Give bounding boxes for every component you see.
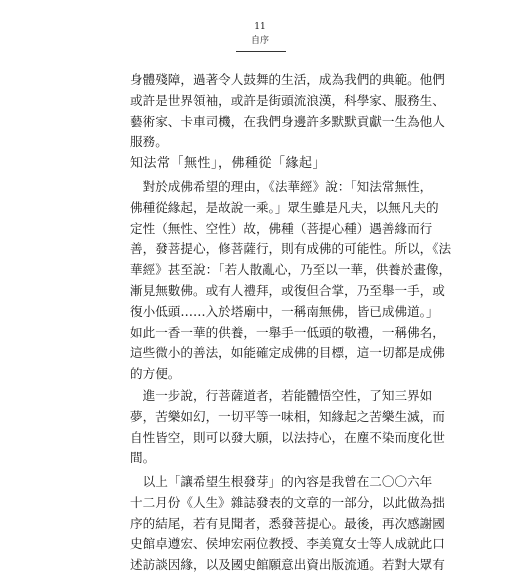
section-heading: 知法常「無性」，佛種從「緣起」 — [130, 156, 327, 171]
page-number: 11 — [254, 22, 266, 32]
text-line: 華經》甚至說：「若人散亂心，乃至以一華，供養於畫像， — [130, 262, 452, 278]
text-line: 身體殘障，過著令人鼓舞的生活，成為我們的典範。他們 — [130, 72, 445, 87]
text-line: 定性（無性、空性）故，佛種（菩提心種）遇善緣而行 — [130, 220, 433, 236]
text-line: 這些微小的善法，如能確定成佛的目標，這一切都是成佛 — [130, 345, 445, 361]
text-line: 復小低頭……入於塔廟中，一稱南無佛，皆已成佛道。」 — [130, 303, 439, 319]
text-line: 十二月份《人生》雜誌發表的文章的一部分，以此做為拙 — [130, 494, 445, 510]
text-line: 夢，苦樂如幻，一切平等一味相，知緣起之苦樂生滅，而 — [130, 408, 445, 424]
paragraph-3 — [130, 472, 445, 576]
text-line: 如此一香一華的供養，一舉手一低頭的敬禮，一稱佛名， — [130, 324, 445, 340]
running-head: 自序 — [250, 36, 269, 46]
intro-paragraph — [130, 70, 445, 153]
text-line: 服務。 — [130, 134, 168, 150]
text-line: 序的結尾，若有見聞者，悉發菩提心。最後，再次感謝國 — [130, 515, 445, 531]
text-line: 的方便。 — [130, 366, 181, 382]
paragraph-2 — [130, 386, 445, 469]
text-line: 進一步說，行菩薩道者，若能體悟空性，了知三界如 — [142, 388, 433, 403]
text-line: 史館卓遵宏、侯坤宏兩位教授、李美寬女士等人成就此口 — [130, 536, 445, 552]
paragraph-1 — [130, 177, 452, 385]
text-line: 佛種從緣起，是故說一乘。」眾生雖是凡夫，以無凡夫的 — [130, 199, 439, 215]
text-line: 以上「讓希望生根發芽」的內容是我曾在二〇〇六年 — [142, 474, 433, 489]
text-line: 或許是世界領袖，或許是街頭流浪漢，科學家、服務生、 — [130, 92, 445, 108]
text-line: 自性皆空，則可以發大願，以法持心，在塵不染而度化世 — [130, 429, 445, 445]
header-rule — [236, 51, 286, 52]
text-line: 對於成佛希望的理由，《法華經》說：「知法常無性， — [142, 179, 433, 194]
text-line: 述訪談因緣，以及國史館願意出資出版流通。若對大眾有 — [130, 557, 445, 573]
text-line: 間。 — [130, 450, 156, 466]
text-line: 善，發菩提心，修菩薩行，則有成佛的可能性。所以，《法 — [130, 241, 452, 257]
text-line: 藝術家、卡車司機，在我們身邊許多默默貢獻一生為他人 — [130, 113, 445, 129]
text-line: 漸見無數佛。或有人禮拜，或復但合掌，乃至舉一手，或 — [130, 282, 445, 298]
